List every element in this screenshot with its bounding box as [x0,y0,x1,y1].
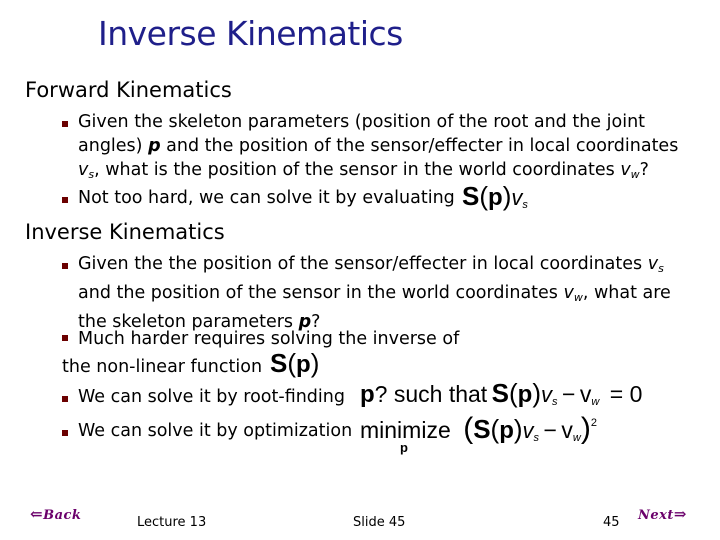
forward-heading: Forward Kinematics [25,78,232,102]
bullet-icon [62,335,68,341]
inverse-bullet-1 [78,252,708,334]
inverse-b1-line3: the skeleton parameters p? [78,312,321,332]
bullet-icon [62,430,68,436]
inverse-heading: Inverse Kinematics [25,220,225,244]
inverse-bullet-2-line2: the non-linear function [62,357,263,377]
bullet-icon [62,197,68,203]
next-button[interactable]: Next⇒ [638,505,687,523]
forward-b1-line3: $v_s$, what is the position of the sensor in the world coordinates $v_w$? [78,160,649,181]
inverse-bullet-4: We can solve it by optimization [78,421,353,441]
formula-optimization: minimize $(S(p)v_s - v_w)^2$ [360,412,597,445]
footer-lecture: Lecture 13 [137,515,207,530]
footer-page-number: 45 [603,515,620,530]
next-arrow-icon: ⇒ [673,505,687,523]
bullet-icon [62,121,68,127]
bullet-icon [62,263,68,269]
back-button[interactable]: ⇐Back [30,505,82,523]
bullet-icon [62,396,68,402]
inverse-b1-line2: and the position of the sensor in the world coordinates $v_w$, what are [78,283,671,304]
forward-b1-line2: angles) p and the position of the sensor/effecter in local coordinates [78,136,679,156]
forward-b1-line1: Given the skeleton parameters (position of the root and the joint [78,112,646,132]
inverse-b1-line1: Given the the position of the sensor/effecter in local coordinates $v_s$ [78,254,664,275]
minimize-subscript: p [400,440,408,455]
inverse-bullet-3: We can solve it by root-finding [78,387,345,407]
forward-bullet-1 [78,110,708,187]
back-arrow-icon: ⇐ [30,505,44,523]
footer-slide: Slide 45 [353,515,406,530]
formula-root-finding: p? such that $S(p)v_s - v_w = 0$ [360,378,643,408]
slide-title: Inverse Kinematics [98,14,403,53]
formula-function: S(p) [270,348,320,378]
forward-bullet-2: Not too hard, we can solve it by evaluating [78,188,455,208]
formula-evaluate: $S(p)v_s$ [462,181,528,211]
inverse-bullet-2-line1: Much harder requires solving the inverse of [78,329,460,349]
